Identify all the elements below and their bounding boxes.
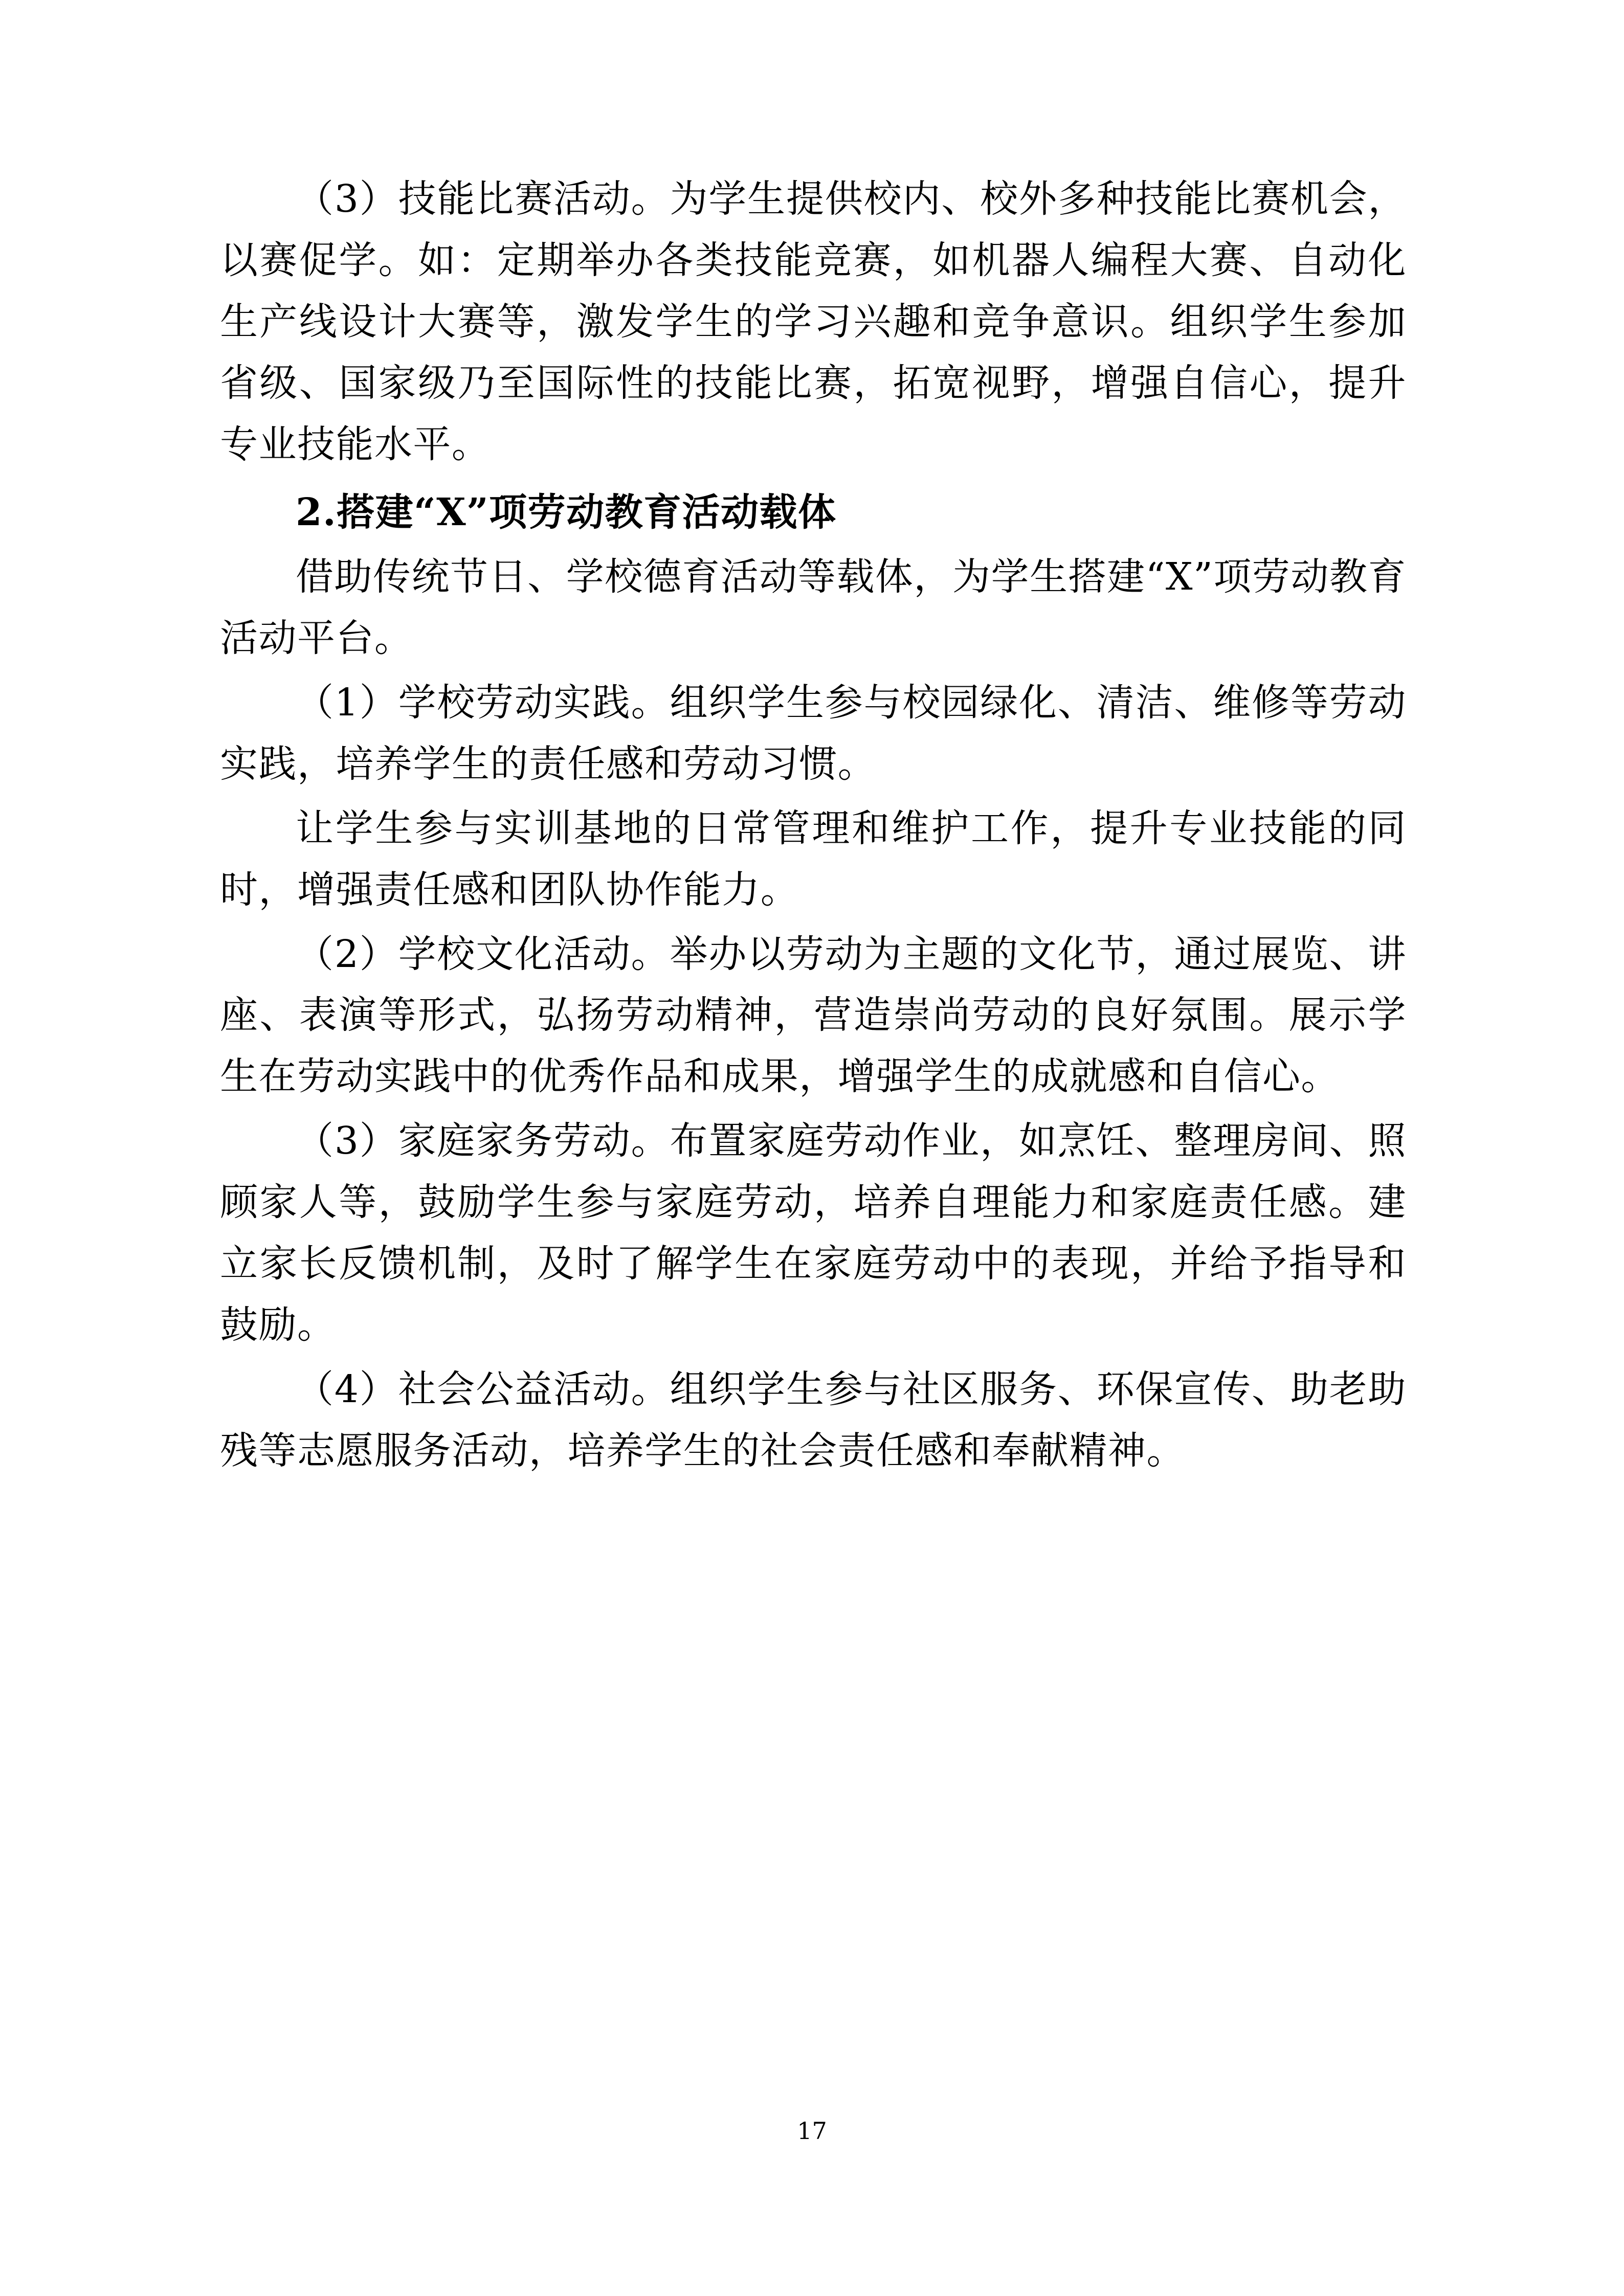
page-number: 17 <box>797 2117 827 2145</box>
paragraph-training-base-management: 让学生参与实训基地的日常管理和维护工作，提升专业技能的同时，增强责任感和团队协作能力。 <box>220 806 1407 912</box>
paragraph-school-labor-practice: （1）学校劳动实践。组织学生参与校园绿化、清洁、维修等劳动实践，培养学生的责任感和劳动习惯。 <box>220 681 1407 786</box>
heading-x-labor-education-carrier: 2.搭建“X”项劳动教育活动载体 <box>296 490 837 535</box>
paragraph-family-housework: （3）家庭家务劳动。布置家庭劳动作业，如烹饪、整理房间、照顾家人等，鼓励学生参与家庭劳动，培养自理能力和家庭责任感。建立家长反馈机制，及时了解学生在家庭劳动中的表现，并给予指导和鼓励。 <box>220 1119 1407 1347</box>
paragraph-platform-intro: 借助传统节日、学校德育活动等载体，为学生搭建“X”项劳动教育活动平台。 <box>220 555 1407 661</box>
page-body <box>220 169 1407 1484</box>
paragraph-school-culture-activity: （2）学校文化活动。举办以劳动为主题的文化节，通过展览、讲座、表演等形式，弘扬劳动精神，营造崇尚劳动的良好氛围。展示学生在劳动实践中的优秀作品和成果，增强学生的成就感和自信心。 <box>220 932 1407 1099</box>
paragraph-skill-competition: （3）技能比赛活动。为学生提供校内、校外多种技能比赛机会，以赛促学。如：定期举办各类技能竞赛，如机器人编程大赛、自动化生产线设计大赛等，激发学生的学习兴趣和竞争意识。组织学生参加省级、国家级乃至国际性的技能比赛，拓宽视野，增强自信心，提升专业技能水平。 <box>220 177 1407 466</box>
paragraph-social-welfare-activity: （4）社会公益活动。组织学生参与社区服务、环保宣传、助老助残等志愿服务活动，培养学生的社会责任感和奉献精神。 <box>220 1367 1407 1473</box>
